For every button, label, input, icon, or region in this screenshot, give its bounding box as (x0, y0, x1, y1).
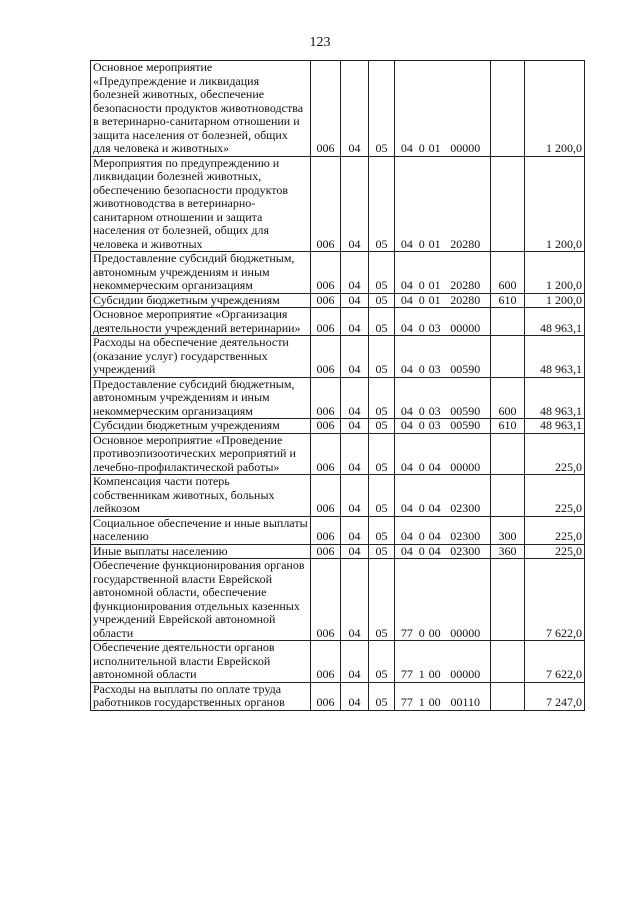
program-code-part: 20280 (450, 236, 481, 251)
ministry-code-cell: 006 (311, 419, 341, 434)
program-code-part: 00000 (450, 667, 481, 681)
program-code-part: 0 (418, 320, 425, 335)
subsection-code-cell: 05 (369, 516, 395, 544)
program-code (397, 294, 488, 308)
program-code-part: 04 (428, 501, 441, 515)
program-code-part: 00 (428, 667, 441, 681)
program-code-part: 04 (400, 320, 413, 335)
expense-type-cell: 360 (491, 544, 525, 559)
table-row (91, 641, 585, 683)
expense-type-cell (491, 336, 525, 378)
section-code-cell: 04 (341, 377, 369, 419)
program-code-part: 04 (400, 278, 413, 292)
program-code-part: 0 (418, 418, 425, 432)
budget-table (90, 60, 585, 711)
section-code-cell: 04 (341, 61, 369, 157)
amount-cell: 225,0 (525, 544, 585, 559)
program-code-part: 0 (418, 292, 425, 307)
program-code (397, 419, 488, 433)
program-code-cell (395, 308, 491, 336)
program-code-cell (395, 377, 491, 419)
program-code-part: 1 (418, 695, 425, 709)
amount-cell: 48 963,1 (525, 377, 585, 419)
amount-cell: 1 200,0 (525, 293, 585, 308)
program-code-part: 04 (400, 236, 413, 251)
table-row (91, 475, 585, 517)
program-code-part: 02300 (450, 501, 481, 515)
program-code-part: 77 (400, 625, 413, 640)
expense-name-cell: Мероприятия по предупреждению и ликвидации болезней животных, обеспечению безопасности продуктов животноводства в ветеринарно-санитарном отношении и защита населения от болезней, общих для человека и животных (91, 156, 311, 252)
program-code-part: 00110 (450, 695, 481, 709)
amount-cell: 1 200,0 (525, 156, 585, 252)
section-code-cell: 04 (341, 559, 369, 641)
program-code-part: 77 (400, 695, 413, 709)
program-code-part: 03 (428, 362, 441, 376)
program-code-part: 0 (418, 529, 425, 543)
subsection-code-cell: 05 (369, 377, 395, 419)
table-row (91, 682, 585, 710)
subsection-code-cell: 05 (369, 61, 395, 157)
ministry-code-cell: 006 (311, 559, 341, 641)
ministry-code-cell: 006 (311, 641, 341, 683)
program-code (397, 530, 488, 544)
program-code-part: 03 (428, 320, 441, 335)
program-code-part: 0 (418, 543, 425, 558)
program-code (397, 461, 488, 475)
program-code-part: 01 (428, 292, 441, 307)
table-row (91, 61, 585, 157)
subsection-code-cell: 05 (369, 293, 395, 308)
program-code-cell (395, 419, 491, 434)
program-code-part: 03 (428, 403, 441, 418)
table-body (91, 61, 585, 711)
program-code (397, 502, 488, 516)
program-code-part: 04 (428, 543, 441, 558)
program-code-part: 01 (428, 236, 441, 251)
program-code-part: 00590 (450, 403, 481, 418)
program-code (397, 279, 488, 293)
table-row (91, 559, 585, 641)
ministry-code-cell: 006 (311, 433, 341, 475)
ministry-code-cell: 006 (311, 308, 341, 336)
amount-cell: 1 200,0 (525, 252, 585, 294)
table-row (91, 156, 585, 252)
table-row (91, 516, 585, 544)
expense-name-cell: Основное мероприятие «Организация деятельности учреждений ветеринарии» (91, 308, 311, 336)
subsection-code-cell: 05 (369, 641, 395, 683)
program-code-cell (395, 252, 491, 294)
subsection-code-cell: 05 (369, 433, 395, 475)
subsection-code-cell: 05 (369, 252, 395, 294)
program-code-part: 0 (418, 625, 425, 640)
program-code-part: 00000 (450, 141, 481, 155)
subsection-code-cell: 05 (369, 682, 395, 710)
table-row (91, 293, 585, 308)
expense-type-cell: 610 (491, 419, 525, 434)
program-code-part: 03 (428, 418, 441, 432)
program-code-part: 04 (400, 501, 413, 515)
expense-name-cell: Основное мероприятие «Проведение противоэпизоотических мероприятий и лечебно-профилактической работы» (91, 433, 311, 475)
program-code-part: 02300 (450, 529, 481, 543)
amount-cell: 7 247,0 (525, 682, 585, 710)
section-code-cell: 04 (341, 544, 369, 559)
expense-type-cell (491, 475, 525, 517)
program-code-cell (395, 61, 491, 157)
program-code-part: 01 (428, 141, 441, 155)
program-code (397, 668, 488, 682)
ministry-code-cell: 006 (311, 516, 341, 544)
subsection-code-cell: 05 (369, 156, 395, 252)
expense-type-cell (491, 433, 525, 475)
section-code-cell: 04 (341, 682, 369, 710)
expense-name-cell: Основное мероприятие «Предупреждение и ликвидация болезней животных, обеспечение безопасности продуктов животноводства в ветеринарно-санитарном отношении и защита населения от болезней, общих для человека и животных» (91, 61, 311, 157)
ministry-code-cell: 006 (311, 252, 341, 294)
ministry-code-cell: 006 (311, 156, 341, 252)
ministry-code-cell: 006 (311, 293, 341, 308)
expense-type-cell: 300 (491, 516, 525, 544)
program-code (397, 142, 488, 156)
section-code-cell: 04 (341, 516, 369, 544)
program-code-cell (395, 433, 491, 475)
expense-name-cell: Обеспечение деятельности органов исполнительной власти Еврейской автономной области (91, 641, 311, 683)
amount-cell: 225,0 (525, 475, 585, 517)
expense-type-cell: 610 (491, 293, 525, 308)
amount-cell: 48 963,1 (525, 308, 585, 336)
program-code-part: 20280 (450, 292, 481, 307)
expense-type-cell (491, 308, 525, 336)
ministry-code-cell: 006 (311, 544, 341, 559)
program-code-part: 04 (400, 459, 413, 474)
section-code-cell: 04 (341, 156, 369, 252)
program-code-part: 00000 (450, 459, 481, 474)
section-code-cell: 04 (341, 475, 369, 517)
section-code-cell: 04 (341, 308, 369, 336)
ministry-code-cell: 006 (311, 61, 341, 157)
program-code-cell (395, 293, 491, 308)
program-code-part: 0 (418, 459, 425, 474)
expense-name-cell: Предоставление субсидий бюджетным, автономным учреждениям и иным некоммерческим организациям (91, 377, 311, 419)
expense-type-cell (491, 61, 525, 157)
program-code-part: 0 (418, 501, 425, 515)
program-code-part: 1 (418, 667, 425, 681)
program-code-cell (395, 641, 491, 683)
table-row (91, 252, 585, 294)
expense-type-cell: 600 (491, 377, 525, 419)
program-code-part: 0 (418, 362, 425, 376)
subsection-code-cell: 05 (369, 475, 395, 517)
table-row (91, 308, 585, 336)
expense-name-cell: Расходы на обеспечение деятельности (оказание услуг) государственных учреждений (91, 336, 311, 378)
amount-cell: 225,0 (525, 433, 585, 475)
amount-cell: 48 963,1 (525, 336, 585, 378)
program-code (397, 322, 488, 336)
ministry-code-cell: 006 (311, 377, 341, 419)
expense-name-cell: Компенсация части потерь собственникам животных, больных лейкозом (91, 475, 311, 517)
program-code-part: 04 (400, 543, 413, 558)
program-code-part: 01 (428, 278, 441, 292)
program-code-part: 0 (418, 403, 425, 418)
program-code-part: 00 (428, 625, 441, 640)
subsection-code-cell: 05 (369, 544, 395, 559)
program-code-part: 02300 (450, 543, 481, 558)
amount-cell: 1 200,0 (525, 61, 585, 157)
program-code-part: 04 (428, 529, 441, 543)
amount-cell: 48 963,1 (525, 419, 585, 434)
program-code-part: 04 (400, 292, 413, 307)
amount-cell: 225,0 (525, 516, 585, 544)
program-code-part: 77 (400, 667, 413, 681)
program-code (397, 545, 488, 559)
subsection-code-cell: 05 (369, 308, 395, 336)
amount-cell: 7 622,0 (525, 559, 585, 641)
table-row (91, 377, 585, 419)
expense-type-cell: 600 (491, 252, 525, 294)
expense-name-cell: Иные выплаты населению (91, 544, 311, 559)
section-code-cell: 04 (341, 419, 369, 434)
expense-name-cell: Предоставление субсидий бюджетным, автономным учреждениям и иным некоммерческим организациям (91, 252, 311, 294)
expense-name-cell: Обеспечение функционирования органов государственной власти Еврейской автономной области, обеспечение функционирования отдельных казенных учреждений Еврейской автономной области (91, 559, 311, 641)
expense-type-cell (491, 682, 525, 710)
program-code-cell (395, 156, 491, 252)
program-code-part: 00590 (450, 362, 481, 376)
page-number: 123 (309, 35, 331, 50)
program-code-part: 00000 (450, 320, 481, 335)
expense-type-cell (491, 641, 525, 683)
section-code-cell: 04 (341, 433, 369, 475)
program-code (397, 363, 488, 377)
program-code-part: 00590 (450, 418, 481, 432)
table-row (91, 336, 585, 378)
program-code-cell (395, 682, 491, 710)
program-code-part: 04 (400, 529, 413, 543)
subsection-code-cell: 05 (369, 336, 395, 378)
program-code (397, 627, 488, 641)
program-code-part: 20280 (450, 278, 481, 292)
program-code-cell (395, 544, 491, 559)
program-code-part: 04 (428, 459, 441, 474)
program-code-part: 04 (400, 418, 413, 432)
expense-name-cell: Субсидии бюджетным учреждениям (91, 293, 311, 308)
subsection-code-cell: 05 (369, 419, 395, 434)
ministry-code-cell: 006 (311, 336, 341, 378)
expense-type-cell (491, 156, 525, 252)
program-code-part: 0 (418, 278, 425, 292)
program-code-part: 04 (400, 141, 413, 155)
program-code-part: 04 (400, 403, 413, 418)
table-row (91, 419, 585, 434)
program-code-part: 00000 (450, 625, 481, 640)
section-code-cell: 04 (341, 641, 369, 683)
expense-name-cell: Социальное обеспечение и иные выплаты населению (91, 516, 311, 544)
program-code-cell (395, 559, 491, 641)
table-row (91, 544, 585, 559)
program-code-part: 04 (400, 362, 413, 376)
program-code-part: 00 (428, 695, 441, 709)
expense-name-cell: Расходы на выплаты по оплате труда работников государственных органов (91, 682, 311, 710)
program-code (397, 696, 488, 710)
table-row (91, 433, 585, 475)
section-code-cell: 04 (341, 336, 369, 378)
expense-name-cell: Субсидии бюджетным учреждениям (91, 419, 311, 434)
ministry-code-cell: 006 (311, 682, 341, 710)
amount-cell: 7 622,0 (525, 641, 585, 683)
program-code-cell (395, 336, 491, 378)
program-code-cell (395, 516, 491, 544)
expense-type-cell (491, 559, 525, 641)
subsection-code-cell: 05 (369, 559, 395, 641)
ministry-code-cell: 006 (311, 475, 341, 517)
program-code (397, 238, 488, 252)
program-code (397, 405, 488, 419)
program-code-part: 0 (418, 236, 425, 251)
program-code-cell (395, 475, 491, 517)
section-code-cell: 04 (341, 252, 369, 294)
program-code-part: 0 (418, 141, 425, 155)
section-code-cell: 04 (341, 293, 369, 308)
